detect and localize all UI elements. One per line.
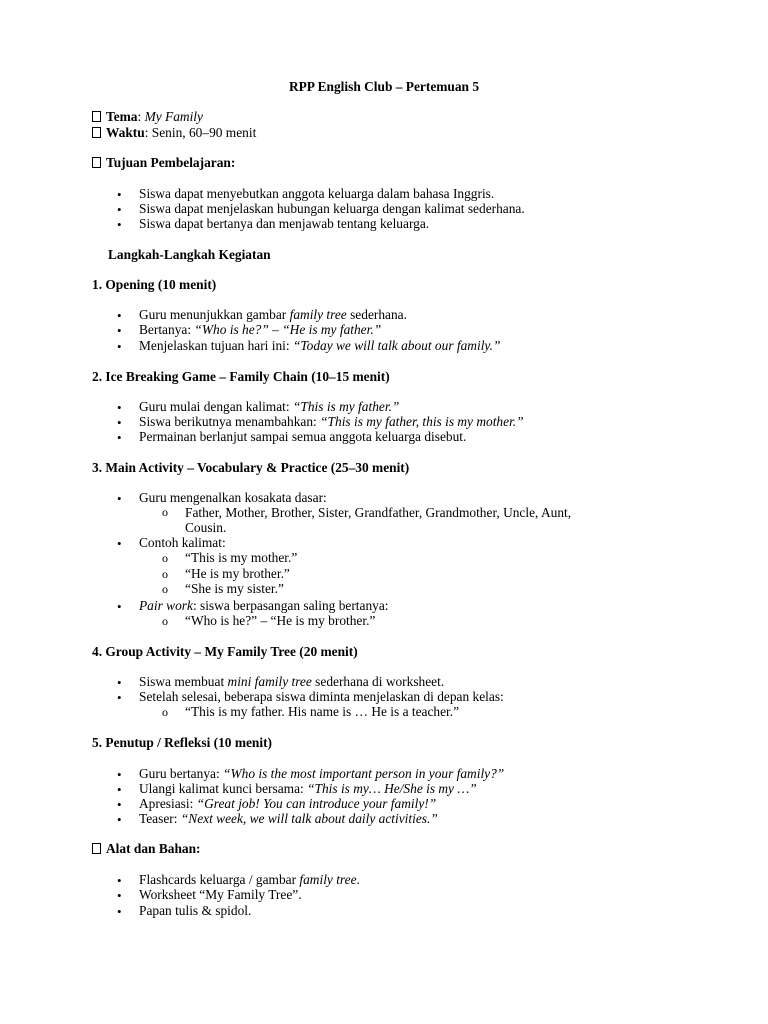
bullet-icon	[117, 419, 123, 425]
bullet-icon	[117, 312, 123, 318]
group-item: Setelah selesai, beberapa siswa diminta menjelaskan di depan kelas:	[139, 689, 504, 704]
penutup-item: Ulangi kalimat kunci bersama: “This is my… He/She is my …”	[139, 781, 477, 796]
waktu-value: Senin, 60–90 menit	[151, 125, 257, 140]
penutup-item: Apresiasi: “Great job! You can introduce your family!”	[139, 796, 437, 811]
bullet-icon	[117, 434, 123, 440]
pair-example: “Who is he?” – “He is my brother.”	[185, 613, 376, 628]
alat-item: Papan tulis & spidol.	[139, 903, 252, 918]
waktu-line: Waktu: Senin, 60–90 menit	[92, 125, 256, 141]
bullet-icon	[117, 877, 123, 883]
checkbox-icon	[92, 111, 101, 122]
alat-item: Flashcards keluarga / gambar family tree.	[139, 872, 360, 887]
group-item: Siswa membuat mini family tree sederhana di worksheet.	[139, 674, 445, 689]
bullet-icon	[117, 495, 123, 501]
sub-bullet-icon: o	[162, 705, 168, 719]
document-title: RPP English Club – Pertemuan 5	[288, 79, 480, 94]
vocab-line: Cousin.	[185, 520, 227, 535]
tujuan-item: Siswa dapat menyebutkan anggota keluarga dalam bahasa Inggris.	[139, 186, 495, 201]
example-sentence: “She is my sister.”	[185, 581, 284, 596]
bullet-icon	[117, 786, 123, 792]
waktu-label: Waktu	[106, 125, 145, 140]
sub-bullet-icon: o	[162, 505, 168, 519]
bullet-icon	[117, 694, 123, 700]
bullet-icon	[117, 603, 123, 609]
alat-item: Worksheet “My Family Tree”.	[139, 887, 302, 902]
bullet-icon	[117, 816, 123, 822]
tema-label: Tema	[106, 109, 138, 124]
group-example: “This is my father. His name is … He is a teacher.”	[185, 704, 460, 719]
tema-line: Tema: My Family	[92, 109, 203, 125]
tujuan-item: Siswa dapat menjelaskan hubungan keluarga dengan kalimat sederhana.	[139, 201, 525, 216]
bullet-icon	[117, 191, 123, 197]
icebreak-item: Guru mulai dengan kalimat: “This is my father.”	[139, 399, 400, 414]
example-sentence: “This is my mother.”	[185, 550, 298, 565]
icebreak-item: Permainan berlanjut sampai semua anggota keluarga disebut.	[139, 429, 467, 444]
penutup-item: Guru bertanya: “Who is the most important person in your family?”	[139, 766, 505, 781]
bullet-icon	[117, 404, 123, 410]
checkbox-icon	[92, 157, 101, 168]
bullet-icon	[117, 679, 123, 685]
bullet-icon	[117, 540, 123, 546]
bullet-icon	[117, 327, 123, 333]
tujuan-heading-text: Tujuan Pembelajaran:	[106, 155, 236, 170]
penutup-heading: 5. Penutup / Refleksi (10 menit)	[92, 735, 273, 750]
checkbox-icon	[92, 843, 101, 854]
opening-item: Bertanya: “Who is he?” – “He is my father.”	[139, 322, 382, 337]
sub-bullet-icon: o	[162, 551, 168, 565]
bullet-icon	[117, 221, 123, 227]
sub-bullet-icon: o	[162, 582, 168, 596]
tujuan-heading	[92, 155, 235, 171]
opening-heading: 1. Opening (10 menit)	[92, 277, 217, 292]
main-item: Guru mengenalkan kosakata dasar:	[139, 490, 327, 505]
tujuan-item: Siswa dapat bertanya dan menjawab tentang keluarga.	[139, 216, 430, 231]
bullet-icon	[117, 343, 123, 349]
vocab-line: Father, Mother, Brother, Sister, Grandfather, Grandmother, Uncle, Aunt,	[185, 505, 572, 520]
bullet-icon	[117, 206, 123, 212]
main-item: Pair work: siswa berpasangan saling bertanya:	[139, 598, 389, 613]
alat-heading	[92, 841, 201, 857]
bullet-icon	[117, 892, 123, 898]
bullet-icon	[117, 908, 123, 914]
icebreak-heading: 2. Ice Breaking Game – Family Chain (10–15 menit)	[92, 369, 390, 384]
main-item: Contoh kalimat:	[139, 535, 226, 550]
main-heading: 3. Main Activity – Vocabulary & Practice (25–30 menit)	[92, 460, 410, 475]
sub-bullet-icon: o	[162, 567, 168, 581]
opening-item: Menjelaskan tujuan hari ini: “Today we will talk about our family.”	[139, 338, 501, 353]
opening-item: Guru menunjukkan gambar family tree sederhana.	[139, 307, 407, 322]
example-sentence: “He is my brother.”	[185, 566, 290, 581]
penutup-item: Teaser: “Next week, we will talk about daily activities.”	[139, 811, 438, 826]
tema-value: My Family	[144, 109, 203, 124]
langkah-heading: Langkah-Langkah Kegiatan	[108, 247, 271, 262]
alat-heading-text: Alat dan Bahan:	[106, 841, 201, 856]
sub-bullet-icon: o	[162, 614, 168, 628]
bullet-icon	[117, 771, 123, 777]
checkbox-icon	[92, 127, 101, 138]
group-heading: 4. Group Activity – My Family Tree (20 menit)	[92, 644, 358, 659]
bullet-icon	[117, 801, 123, 807]
icebreak-item: Siswa berikutnya menambahkan: “This is my father, this is my mother.”	[139, 414, 524, 429]
